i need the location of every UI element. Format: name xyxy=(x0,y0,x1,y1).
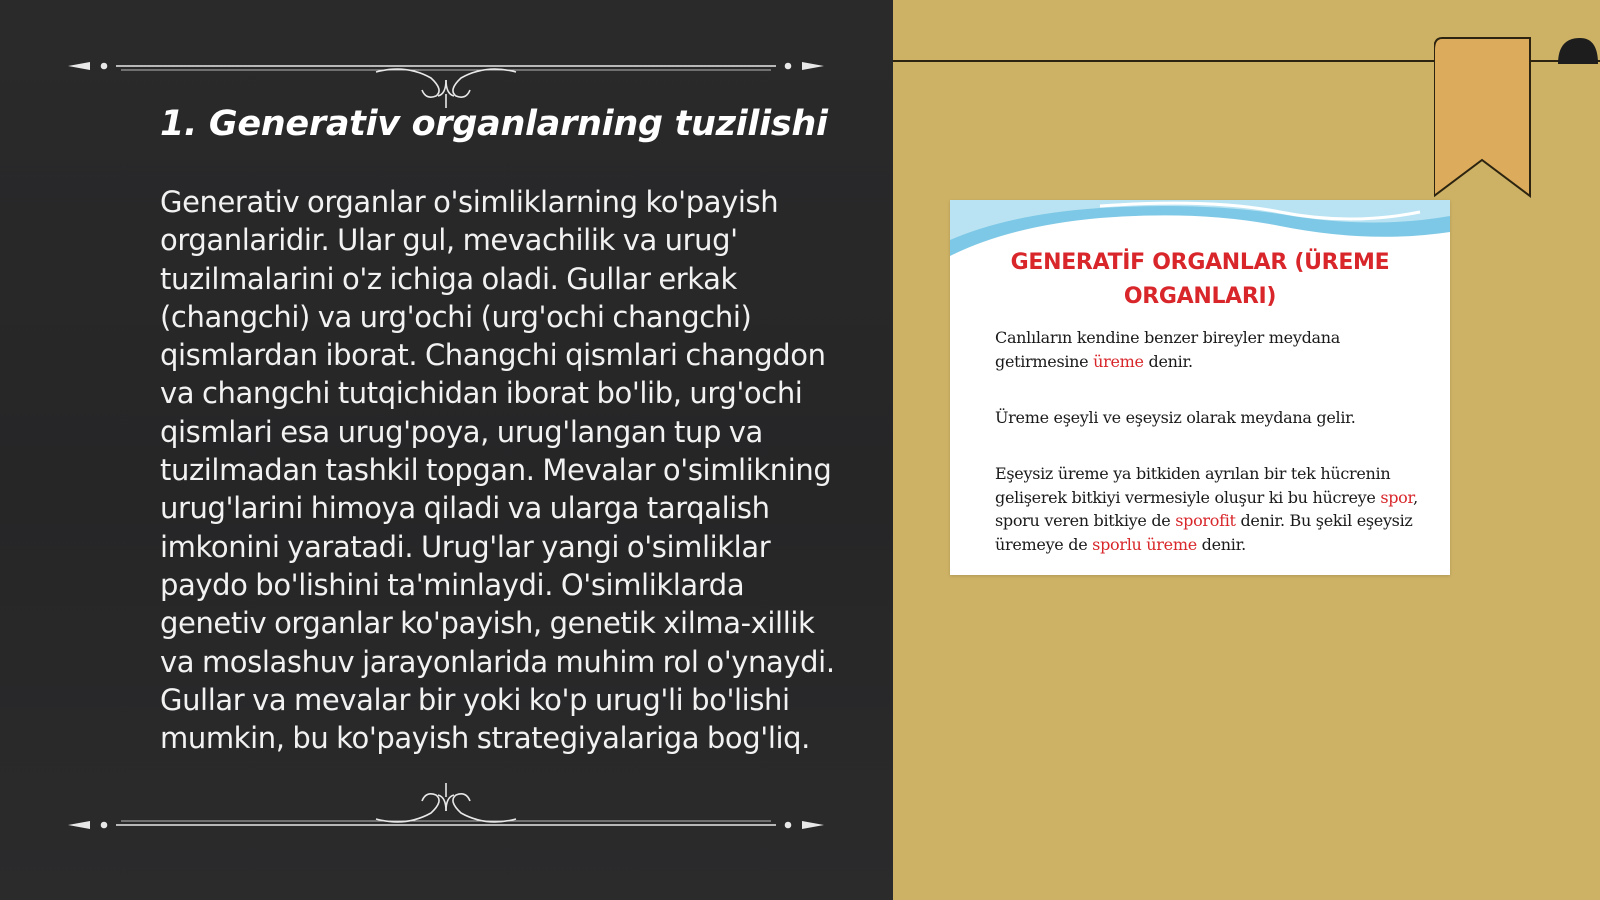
card-paragraph-2: Üreme eşeyli ve eşeysiz olarak meydana gelir. xyxy=(995,408,1356,427)
scroll-ornament-top xyxy=(66,50,826,110)
bookmark-ribbon-icon xyxy=(1434,36,1538,198)
term-spor: spor xyxy=(1380,487,1414,507)
slide-image-card xyxy=(950,200,1450,575)
card-paragraph-1: Canlıların kendine benzer bireyler meydana getirmesine üreme denir. xyxy=(995,328,1341,371)
term-sporlu-ureme: sporlu üreme xyxy=(1092,534,1197,554)
scroll-ornament-bottom xyxy=(66,775,826,835)
card-paragraph-3: Eşeysiz üreme ya bitkiden ayrılan bir tek hücrenin gelişerek bitkiyi vermesiyle oluşur ki bu hücreye spor, sporu veren bitkiye de sporofit denir. Bu şekil eşeysiz üremeye de sporlu üreme denir. xyxy=(995,464,1418,554)
slide-body-text: Generativ organlar o'simliklarning ko'payish organlaridir. Ular gul, mevachilik va urug' tuzilmalarini o'z ichiga oladi. Gullar erkak (changchi) va urg'ochi (urg'ochi changchi) qismlardan iborat. Changchi qismlari changdon va changchi tutqichidan iborat bo'lib, urg'ochi qismlari esa urug'poya, urug'langan tup va tuzilmadan tashkil topgan. Mevalar o'simlikning urug'larini himoya qiladi va ularga tarqalish imkonini yaratadi. Urug'lar yangi o'simliklar paydo bo'lishini ta'minlaydi. O'simliklarda genetiv organlar ko'payish, genetik xilma-xillik va moslashuv jarayonlarida muhim rol o'ynaydi. Gullar va mevalar bir yoki ko'p urug'li bo'lishi mumkin, bu ko'payish strategiyalariga bog'liq. xyxy=(160,185,835,756)
slide-title: 1. Generativ organlarning tuzilishi xyxy=(160,104,828,144)
term-ureme: üreme xyxy=(1093,351,1144,371)
term-sporofit: sporofit xyxy=(1175,511,1236,530)
ribbon-tail-icon xyxy=(1556,36,1600,66)
card-title: GENERATİF ORGANLAR (ÜREME ORGANLARI) xyxy=(1010,250,1390,309)
